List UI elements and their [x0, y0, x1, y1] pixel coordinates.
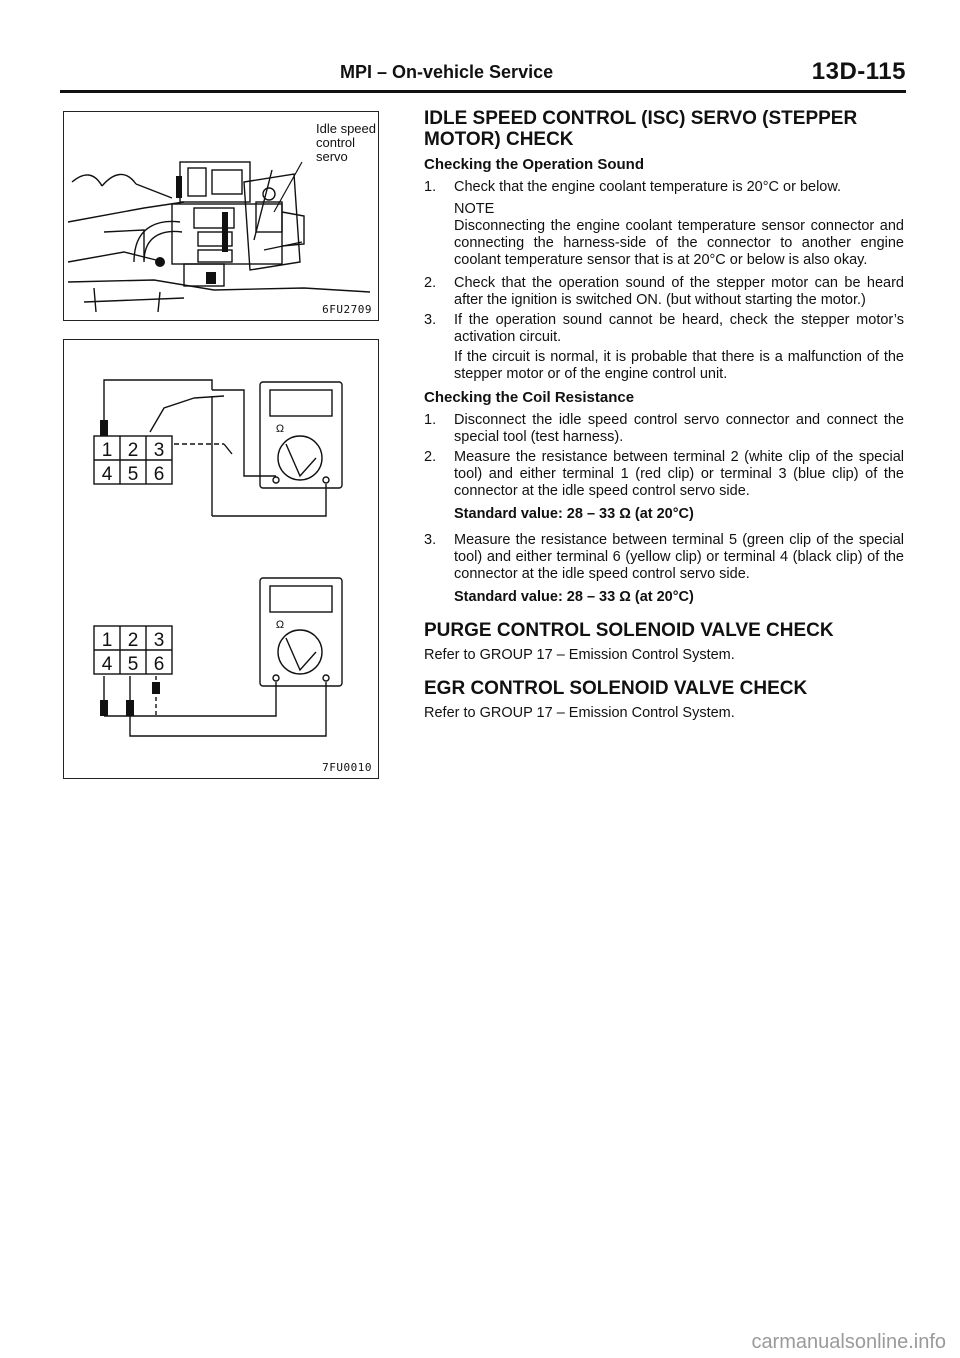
list-item — [424, 275, 904, 309]
list-item — [424, 412, 904, 446]
step-text: If the operation sound cannot be heard, check the stepper motor’s activation circuit. — [454, 312, 904, 345]
pin-label: 1 — [101, 440, 113, 461]
egr-reference: Refer to GROUP 17 – Emission Control System. — [424, 705, 735, 721]
step-number: 3. — [424, 312, 437, 328]
pin-label: 2 — [127, 440, 139, 461]
list-item — [424, 179, 904, 196]
note-block — [454, 201, 904, 269]
pin-label: 5 — [127, 464, 139, 485]
step-number: 3. — [424, 532, 437, 548]
pin-label: 6 — [153, 654, 165, 675]
step-text: Measure the resistance between terminal 2 (white clip of the special tool) and either terminal 1 (red clip) or terminal 3 (blue clip) of the connector at the idle speed control servo side. — [454, 449, 904, 499]
standard-value: Standard value: 28 – 33 Ω (at 20°C) — [454, 506, 694, 522]
note-label: NOTE — [454, 201, 495, 217]
step-number: 2. — [424, 275, 437, 291]
header-rule — [60, 90, 906, 93]
pin-label: 3 — [153, 440, 165, 461]
coil-heading: Checking the Coil Resistance — [424, 389, 635, 406]
sound-heading: Checking the Operation Sound — [424, 156, 645, 173]
step-text: Measure the resistance between terminal 5 (green clip of the special tool) and either terminal 6 (yellow clip) or terminal 4 (black clip) of the connector at the idle speed control servo side. — [454, 532, 904, 582]
section-title: MPI – On-vehicle Service — [340, 62, 554, 82]
step-number: 1. — [424, 412, 437, 428]
isc-section-title: IDLE SPEED CONTROL (ISC) SERVO (STEPPER MOTOR) CHECK — [424, 108, 858, 150]
page-header — [60, 58, 906, 88]
pin-label: 3 — [153, 630, 165, 651]
multimeter-upper — [260, 382, 342, 488]
pin-label: 4 — [101, 654, 113, 675]
egr-section-title: EGR CONTROL SOLENOID VALVE CHECK — [424, 678, 808, 699]
step-continuation: If the circuit is normal, it is probable that there is a malfunction of the stepper motor or of the engine control unit. — [454, 349, 904, 382]
list-item — [424, 312, 904, 346]
pin-label: 5 — [127, 654, 139, 675]
purge-section-title: PURGE CONTROL SOLENOID VALVE CHECK — [424, 620, 834, 641]
step-text: Disconnect the idle speed control servo connector and connect the special tool (test harness). — [454, 412, 904, 445]
callout-idle-speed-control-servo — [316, 122, 378, 164]
main-content — [424, 108, 904, 728]
standard-value: Standard value: 28 – 33 Ω (at 20°C) — [454, 589, 694, 605]
pin-label: 4 — [101, 464, 113, 485]
step-number: 2. — [424, 449, 437, 465]
watermark: carmanualsonline.info — [751, 1331, 946, 1353]
step-text: Check that the engine coolant temperature is 20°C or below. — [454, 179, 842, 195]
callout-line-1: Idle speed — [316, 121, 376, 136]
page-number: 13D-115 — [811, 58, 906, 85]
note-text: Disconnecting the engine coolant temperature sensor connector and connecting the harness-side of the connector to another engine coolant temperature sensor that is at 20°C or below is also okay. — [454, 218, 904, 268]
list-item — [424, 449, 904, 500]
figure-code: 6FU2709 — [322, 303, 372, 316]
figure-isc-servo-location — [63, 111, 379, 321]
ohm-symbol-upper: Ω — [275, 423, 285, 435]
list-item — [424, 532, 904, 583]
step-text: Check that the operation sound of the stepper motor can be heard after the ignition is switched ON. (but without starting the motor.) — [454, 275, 904, 308]
pin-label: 6 — [153, 464, 165, 485]
step-number: 1. — [424, 179, 437, 195]
callout-line-2: control servo — [316, 135, 356, 164]
purge-reference: Refer to GROUP 17 – Emission Control System. — [424, 647, 735, 663]
pin-label: 1 — [101, 630, 113, 651]
wiring-diagram — [64, 340, 378, 778]
figure-code: 7FU0010 — [322, 761, 372, 774]
pin-label: 2 — [127, 630, 139, 651]
ohm-symbol-lower: Ω — [275, 619, 285, 631]
figure-resistance-check — [63, 339, 379, 779]
